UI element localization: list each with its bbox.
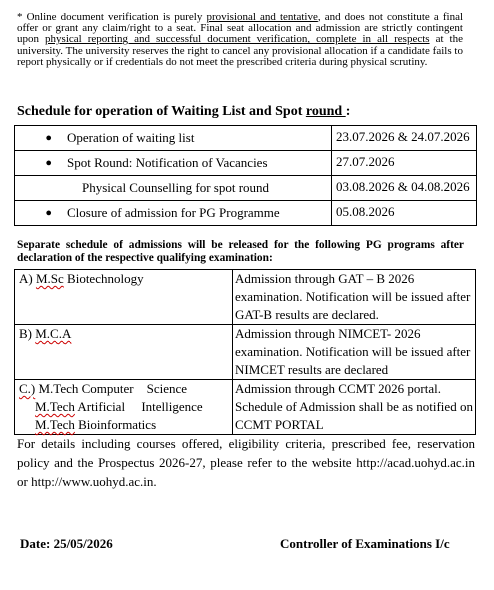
details-paragraph: For details including courses offered, eligibility criteria, prescribed fee, reservation policy and the Prospectus 2026-27, please refer to the website http://acad.uohyd.ac.in or http://www.uohyd.ac.in.: [17, 436, 475, 489]
bullet-icon: ●: [45, 157, 52, 169]
bullet-icon: ●: [45, 132, 52, 144]
program-detail: Admission through NIMCET- 2026 examination. Notification will be issued after NIMCET results are declared: [233, 325, 476, 380]
note-text-1: * Online document verification is purely: [17, 11, 207, 23]
schedule-label: Closure of admission for PG Programme: [67, 205, 280, 220]
bullet-icon: ●: [45, 207, 52, 219]
schedule-heading: Schedule for operation of Waiting List and Spot round :: [17, 104, 351, 119]
verification-note: [17, 12, 463, 68]
program-name: B) M.C.A: [15, 325, 233, 380]
note-underline-2: physical reporting and successful document verification, complete in all respects: [45, 33, 430, 46]
schedule-date: 27.07.2026: [332, 151, 477, 176]
schedule-row: [15, 126, 477, 151]
schedule-row: [15, 176, 477, 201]
signatory: Controller of Examinations I/c: [280, 536, 450, 551]
note-text-3: at the university. The university reserves the right to cancel any provisional allocation if a candidate fails to report physically or if credentials do not meet the prescribed criteria during physical scrutiny.: [17, 33, 463, 68]
schedule-label: Physical Counselling for spot round: [82, 180, 270, 195]
schedule-date: 03.08.2026 & 04.08.2026: [332, 176, 477, 201]
schedule-row: [15, 151, 477, 176]
program-row: [15, 325, 476, 380]
program-name: A) M.Sc Biotechnology: [15, 270, 233, 325]
schedule-label: Spot Round: Notification of Vacancies: [67, 155, 268, 170]
programs-table: [14, 269, 476, 435]
program-row: [15, 380, 476, 435]
schedule-date: 05.08.2026: [332, 201, 477, 226]
schedule-table: [14, 125, 477, 226]
note-text-2: , and does not constitute a final offer or grant any claim/right to a seat. Final seat allocation and admission are strictly contingent upon: [17, 11, 464, 46]
program-name: C.) M.Tech Computer Science M.Tech Artificial Intelligence M.Tech Bioinformatics: [15, 380, 233, 435]
program-detail: Admission through GAT – B 2026 examination. Notification will be issued after GAT-B results are declared.: [233, 270, 476, 325]
issue-date: Date: 25/05/2026: [20, 536, 113, 551]
program-row: [15, 270, 476, 325]
program-detail: Admission through CCMT 2026 portal. Schedule of Admission shall be as notified on CCMT PORTAL: [233, 380, 476, 435]
schedule-label: Operation of waiting list: [67, 130, 195, 145]
note-underline-1: provisional and tentative: [206, 11, 318, 23]
schedule-row: [15, 201, 477, 226]
schedule-date: 23.07.2026 & 24.07.2026: [332, 126, 477, 151]
separate-schedule-heading: Separate schedule of admissions will be released for the following PG programs after declaration of the respective qualifying examination:: [17, 239, 464, 264]
